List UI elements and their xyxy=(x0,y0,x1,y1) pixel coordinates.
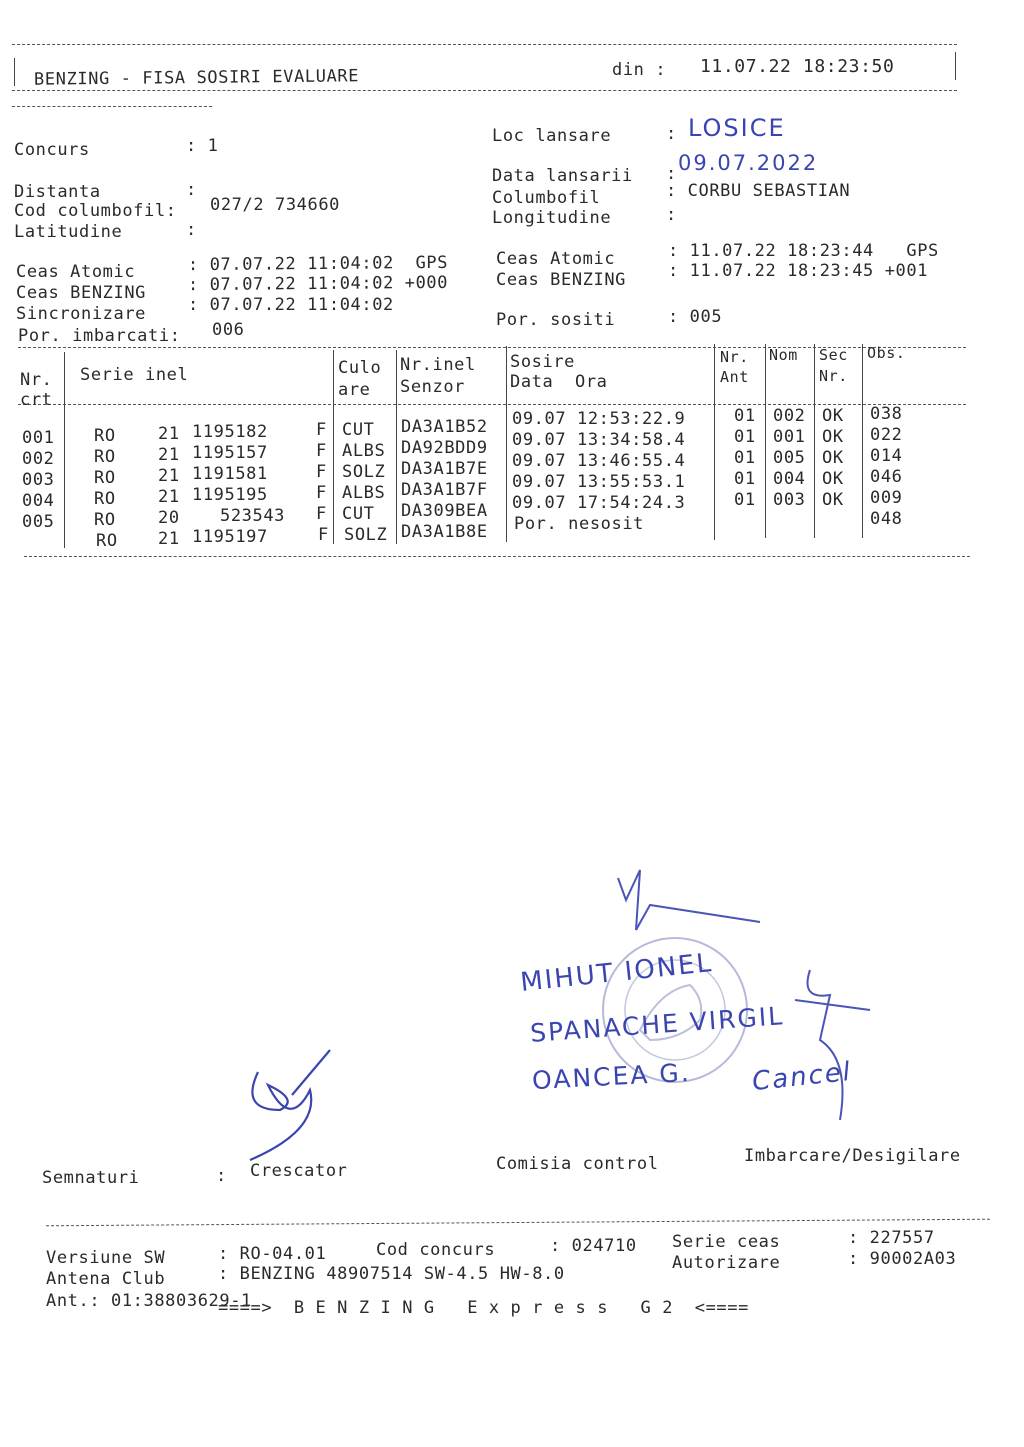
cell-nr: 004 xyxy=(22,491,55,511)
cell-culoare: ALBS xyxy=(342,483,386,503)
col-sep-1 xyxy=(64,352,65,548)
cell-sex: F xyxy=(316,504,327,524)
cell-culoare: CUT xyxy=(342,420,375,440)
cell-obs: 014 xyxy=(870,446,903,466)
header-under-rule xyxy=(12,106,212,107)
cell-nom: 003 xyxy=(773,490,806,510)
handwritten-signature: Cancel xyxy=(750,1056,854,1098)
distanta-sep: : xyxy=(186,180,197,200)
col-sep-4 xyxy=(506,346,507,542)
page-title: BENZING - FISA SOSIRI EVALUARE xyxy=(33,66,360,90)
ceas-benzing-right-value: : 11.07.22 18:23:45 +001 xyxy=(668,261,929,281)
autorizare-label: Autorizare xyxy=(672,1253,781,1273)
cell-nom: 001 xyxy=(773,427,806,447)
cell-obs: 048 xyxy=(870,509,903,529)
cell-an: 21 xyxy=(158,529,180,549)
cell-obs: 038 xyxy=(870,404,903,424)
din-value: 11.07.22 18:23:50 xyxy=(700,56,895,77)
cell-nom: 002 xyxy=(773,406,806,426)
cell-sex: F xyxy=(316,420,327,440)
antena-club-label: Antena Club xyxy=(46,1269,166,1289)
data-lansarii-label: Data lansarii xyxy=(492,166,633,186)
cell-ant: 01 xyxy=(734,448,756,468)
columbofil-label: Columbofil xyxy=(492,188,601,208)
cod-concurs-label: Cod concurs xyxy=(376,1240,496,1260)
semnaturi-sep: : xyxy=(216,1166,227,1186)
versiune-value: : RO-04.01 xyxy=(218,1244,327,1264)
cell-an: 21 xyxy=(158,445,180,465)
sincronizare-value: : 07.07.22 11:04:02 xyxy=(188,295,394,315)
col-sep-8 xyxy=(862,344,863,538)
cell-senzor: DA3A1B52 xyxy=(401,417,488,437)
por-imbarcati-label: Por. imbarcati: xyxy=(18,326,181,346)
din-label: din : xyxy=(612,60,667,80)
brand-line: ====> B E N Z I N G E x p r e s s G 2 <==== xyxy=(218,1298,749,1318)
cell-nr: 005 xyxy=(22,512,55,532)
ceas-atomic-right-label: Ceas Atomic xyxy=(496,249,616,269)
cell-ant: 01 xyxy=(734,406,756,426)
ceas-benzing-right-label: Ceas BENZING xyxy=(496,270,627,290)
th-nr-inel-2: Senzor xyxy=(400,377,466,397)
cell-inel: 523543 xyxy=(220,506,286,526)
loc-lansare-sep: : xyxy=(666,124,677,144)
cell-tara: RO xyxy=(94,426,116,446)
signature-crescator xyxy=(250,1050,330,1160)
ceas-atomic-right-value: : 11.07.22 18:23:44 GPS xyxy=(668,241,939,261)
th-culoare-1: Culo xyxy=(338,358,382,378)
th-sosire-1: Sosire xyxy=(510,352,576,372)
cell-sosire: 09.07 17:54:24.3 xyxy=(512,493,686,513)
cell-tara: RO xyxy=(96,531,118,551)
cell-obs: 022 xyxy=(870,425,903,445)
cell-sex: F xyxy=(316,462,327,482)
antenna-line: Ant.: 01:38803629-1 xyxy=(46,1291,252,1311)
imbarcare-label: Imbarcare/Desigilare xyxy=(744,1146,961,1166)
versiune-label: Versiune SW xyxy=(46,1248,166,1268)
columbofil-value: : CORBU SEBASTIAN xyxy=(666,181,851,201)
concurs-label: Concurs xyxy=(14,140,90,160)
sincronizare-label: Sincronizare xyxy=(16,304,147,324)
th-nr-ant-2: Ant xyxy=(720,368,749,386)
signature-stroke-right xyxy=(795,970,870,1120)
th-sec-2: Nr. xyxy=(819,367,848,385)
handwritten-name-2: SPANACHE VIRGIL xyxy=(529,1001,786,1048)
th-nr-ant-1: Nr. xyxy=(720,348,749,366)
cell-inel: 1195157 xyxy=(192,443,268,463)
header-bottom-rule xyxy=(12,90,957,91)
cell-sec: OK xyxy=(822,469,844,489)
loc-lansare-label: Loc lansare xyxy=(492,126,612,146)
col-sep-2 xyxy=(333,350,334,544)
cell-culoare: ALBS xyxy=(342,441,386,461)
ceas-atomic-left-label: Ceas Atomic xyxy=(16,262,136,282)
cod-concurs-value: : 024710 xyxy=(550,1236,637,1256)
loc-lansare-value: LOSICE xyxy=(688,114,786,142)
cell-sec: OK xyxy=(822,427,844,447)
comisia-control-label: Comisia control xyxy=(496,1154,659,1174)
cod-columbofil-value: 027/2 734660 xyxy=(210,195,341,215)
footer-top-rule xyxy=(46,1219,990,1227)
crescator-label: Crescator xyxy=(250,1161,348,1181)
cell-nr: 001 xyxy=(22,428,55,448)
th-sosire-2: Data Ora xyxy=(510,372,608,392)
cell-sosire: 09.07 12:53:22.9 xyxy=(512,409,686,429)
cell-inel: 1195197 xyxy=(192,527,268,547)
cell-senzor: DA3A1B8E xyxy=(401,522,488,542)
cell-tara: RO xyxy=(94,510,116,530)
cell-nr: 003 xyxy=(22,470,55,490)
cell-sec: OK xyxy=(822,448,844,468)
cell-sex: F xyxy=(316,441,327,461)
latitudine-sep: : xyxy=(186,220,197,240)
handwritten-name-3: OANCEA G. xyxy=(531,1057,692,1096)
ceas-benzing-left-value: : 07.07.22 11:04:02 +000 xyxy=(187,272,449,296)
table-bottom-rule xyxy=(24,556,970,557)
th-nr-crt-2: crt xyxy=(20,390,53,410)
header-right-border xyxy=(955,52,956,80)
data-lansarii-value: 09.07.2022 xyxy=(678,151,819,175)
cell-sec: OK xyxy=(822,490,844,510)
th-nr-crt-1: Nr. xyxy=(20,370,53,390)
cell-tara: RO xyxy=(94,468,116,488)
th-nom: Nom xyxy=(769,346,798,364)
cell-an: 21 xyxy=(158,424,180,444)
th-obs: Obs. xyxy=(867,344,906,362)
serie-ceas-label: Serie ceas xyxy=(672,1232,781,1252)
header-top-rule xyxy=(12,44,957,45)
th-culoare-2: are xyxy=(338,380,371,400)
col-sep-3 xyxy=(396,350,397,544)
cell-obs: 046 xyxy=(870,467,903,487)
cell-ant: 01 xyxy=(734,490,756,510)
handwritten-name-1: MIHUT IONEL xyxy=(518,947,715,999)
antena-club-value: : BENZING 48907514 SW-4.5 HW-8.0 xyxy=(218,1264,565,1284)
cell-an: 21 xyxy=(158,487,180,507)
table-header-rule xyxy=(18,404,966,405)
cell-senzor: DA3A1B7E xyxy=(401,459,488,479)
por-imbarcati-value: 006 xyxy=(212,320,245,340)
cell-an: 20 xyxy=(158,508,180,528)
cell-inel: 1195182 xyxy=(192,422,268,442)
th-sec-1: Sec xyxy=(819,346,848,364)
signature-stroke-top xyxy=(618,870,760,930)
cell-senzor: DA3A1B7F xyxy=(401,480,488,500)
cell-senzor: DA309BEA xyxy=(401,501,488,521)
cell-sec: OK xyxy=(822,406,844,426)
longitudine-label: Longitudine xyxy=(492,208,612,228)
cell-sosire: 09.07 13:55:53.1 xyxy=(512,472,686,492)
cod-columbofil-label: Cod columbofil: xyxy=(14,201,177,221)
cell-nom: 004 xyxy=(773,469,806,489)
col-sep-5 xyxy=(714,344,715,540)
cell-inel: 1191581 xyxy=(192,464,268,484)
cell-ant: 01 xyxy=(734,469,756,489)
th-nr-inel-1: Nr.inel xyxy=(400,355,476,375)
th-serie-inel: Serie inel xyxy=(80,365,189,385)
data-lansarii-sep: : xyxy=(666,164,677,184)
header-left-border xyxy=(14,58,15,86)
autorizare-value: : 90002A03 xyxy=(848,1249,957,1269)
cell-sex: F xyxy=(316,483,327,503)
ceas-atomic-left-value: : 07.07.22 11:04:02 GPS xyxy=(187,252,449,276)
cell-tara: RO xyxy=(94,489,116,509)
por-sositi-label: Por. sositi xyxy=(496,310,616,330)
longitudine-sep: : xyxy=(666,205,677,225)
cell-sosire: Por. nesosit xyxy=(514,514,645,534)
cell-senzor: DA92BDD9 xyxy=(401,438,488,458)
concurs-value: : 1 xyxy=(186,136,219,156)
cell-sosire: 09.07 13:34:58.4 xyxy=(512,430,686,450)
cell-culoare: SOLZ xyxy=(342,462,386,482)
cell-culoare: CUT xyxy=(342,504,375,524)
ceas-benzing-left-label: Ceas BENZING xyxy=(16,283,147,303)
serie-ceas-value: : 227557 xyxy=(848,1228,935,1248)
col-sep-7 xyxy=(814,344,815,538)
cell-culoare: SOLZ xyxy=(344,525,388,545)
cell-sosire: 09.07 13:46:55.4 xyxy=(512,451,686,471)
latitudine-label: Latitudine xyxy=(14,222,123,242)
cell-nom: 005 xyxy=(773,448,806,468)
semnaturi-label: Semnaturi xyxy=(42,1168,140,1188)
cell-sex: F xyxy=(318,525,329,545)
cell-ant: 01 xyxy=(734,427,756,447)
cell-obs: 009 xyxy=(870,488,903,508)
cell-nr: 002 xyxy=(22,449,55,469)
col-sep-6 xyxy=(765,344,766,538)
cell-an: 21 xyxy=(158,466,180,486)
distanta-label: Distanta xyxy=(14,182,101,202)
cell-inel: 1195195 xyxy=(192,485,268,505)
cell-tara: RO xyxy=(94,447,116,467)
por-sositi-value: : 005 xyxy=(668,307,723,327)
